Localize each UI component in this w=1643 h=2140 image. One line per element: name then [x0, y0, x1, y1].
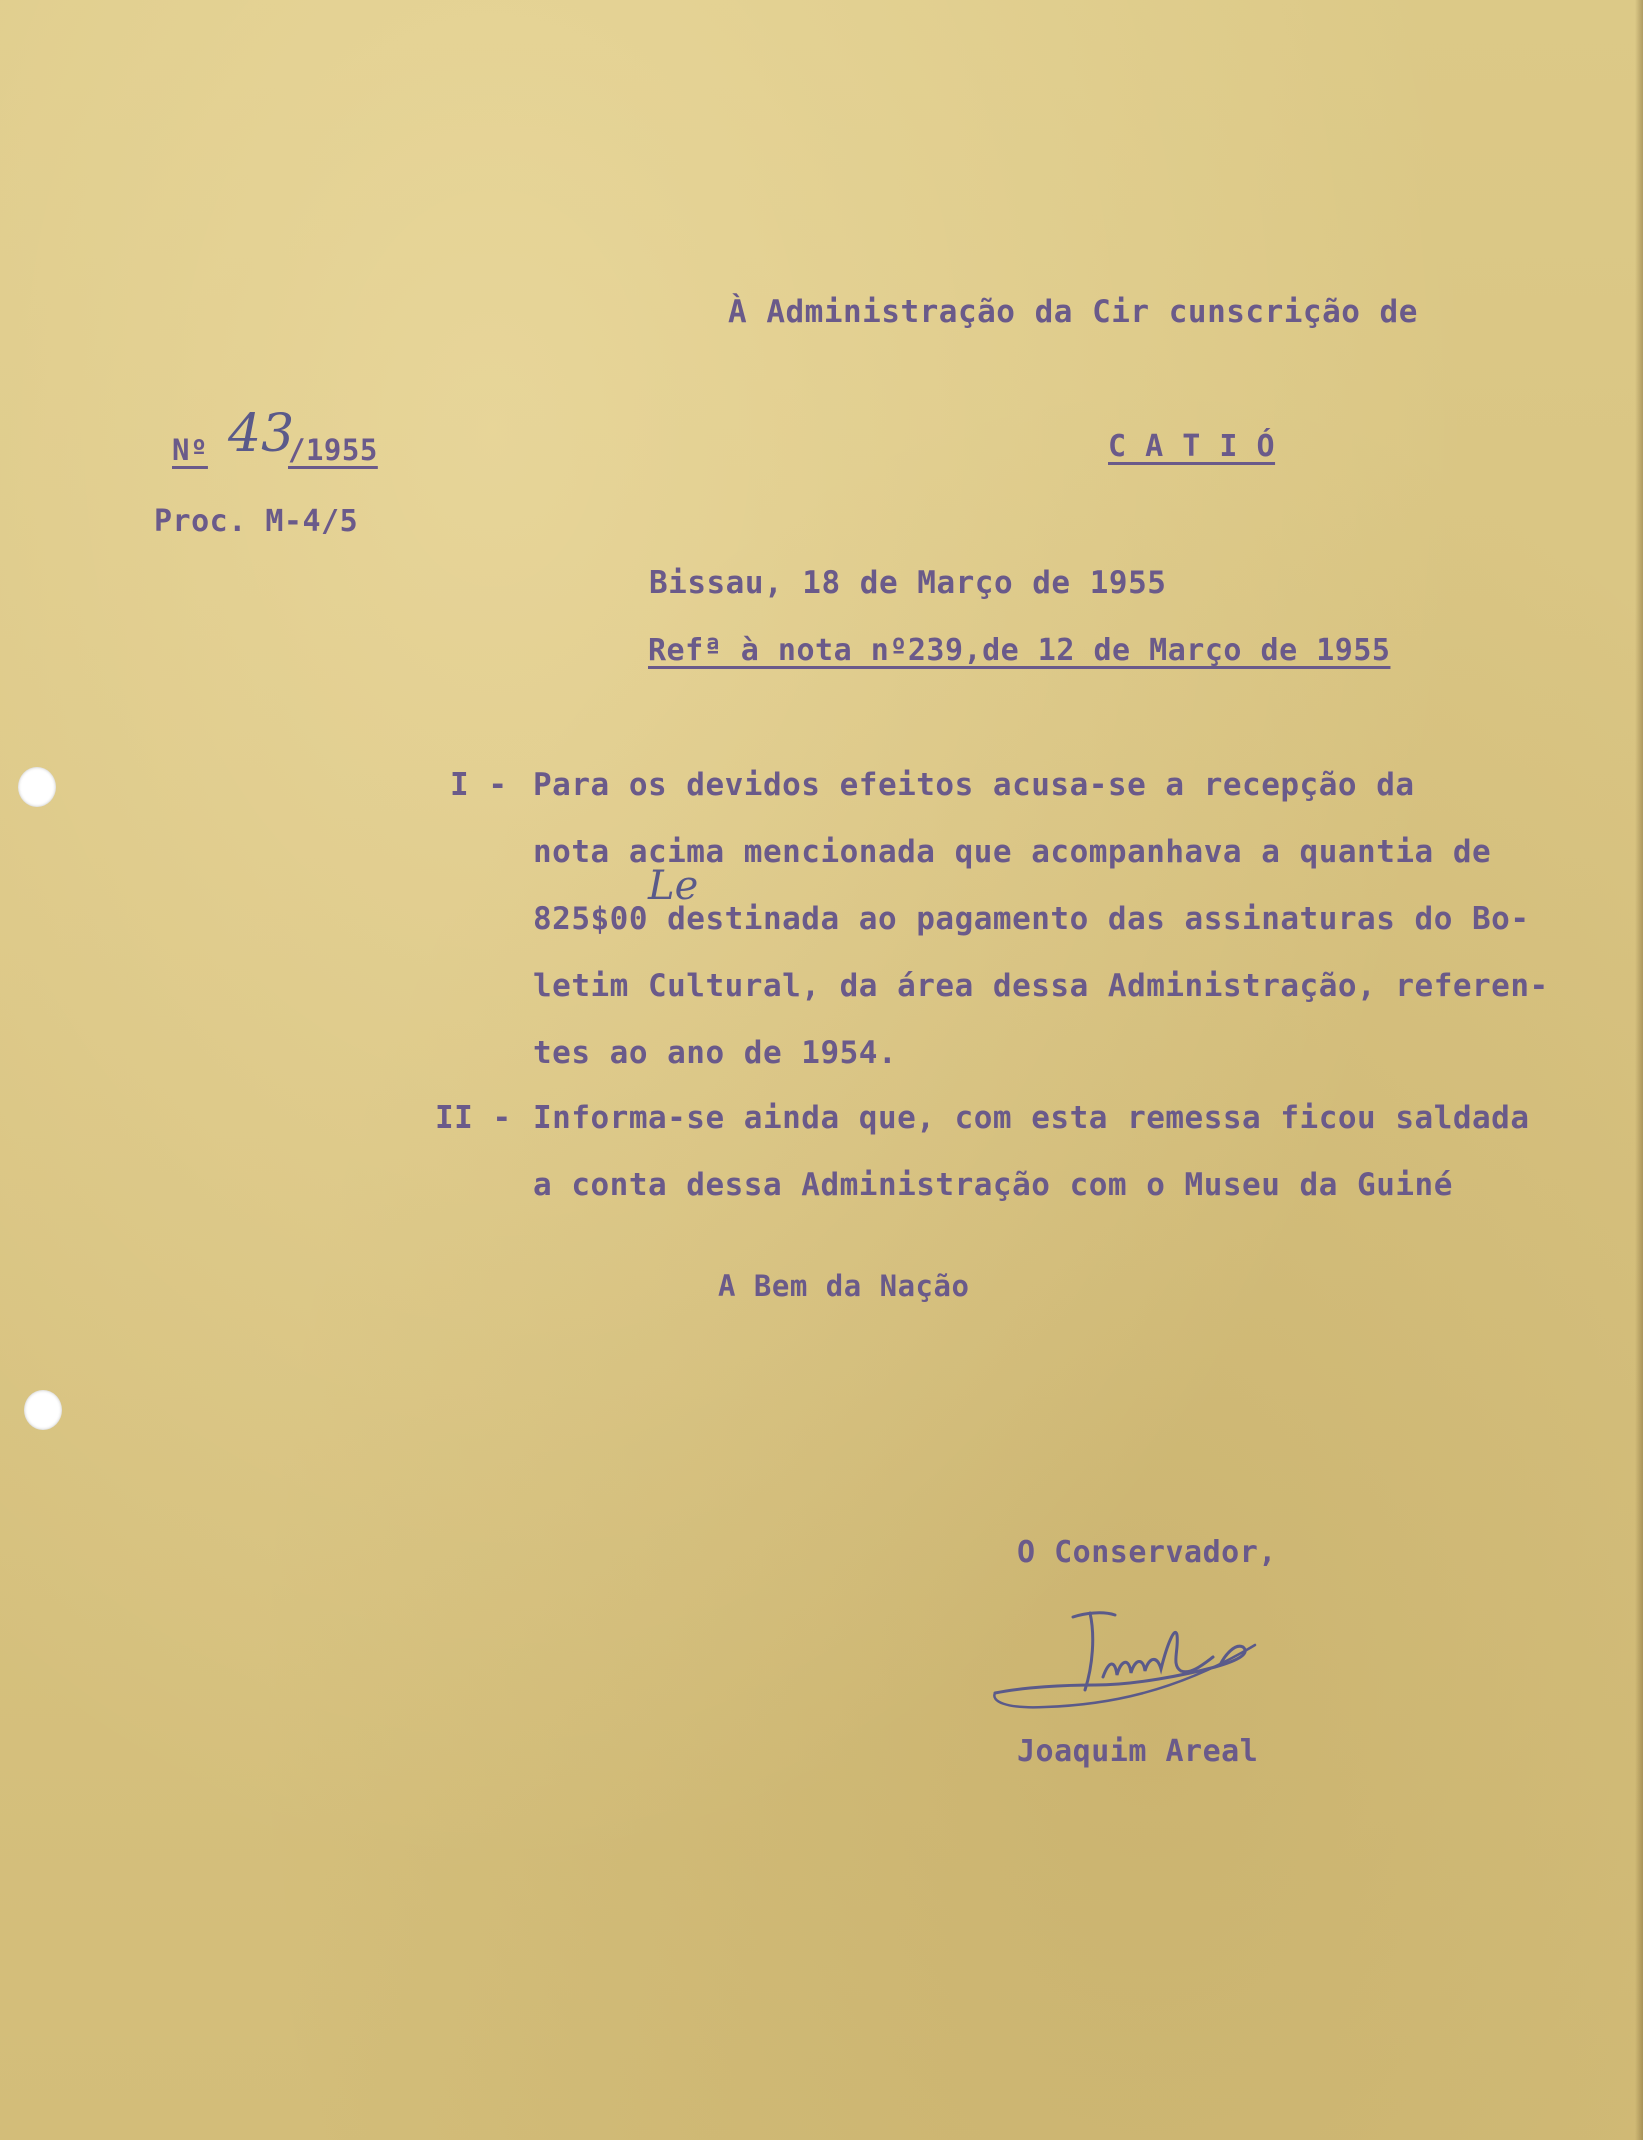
punch-hole-top: [18, 767, 56, 807]
process-number: Proc. M-4/5: [154, 504, 359, 539]
reference-number-handwritten: 43: [228, 404, 295, 464]
reference-number-year: /1955: [288, 433, 378, 467]
item-1-marker: I -: [450, 767, 508, 803]
reference-number: [170, 404, 392, 468]
closing-formula: A Bem da Nação: [718, 1269, 970, 1303]
item-1-line: tes ao ano de 1954.: [533, 1035, 898, 1071]
paper-edge-shadow: [1635, 0, 1643, 2140]
item-2-line: Informa-se ainda que, com esta remessa ficou saldada: [533, 1100, 1530, 1136]
item-2-marker: II -: [435, 1100, 512, 1136]
handwritten-signature: [985, 1605, 1285, 1735]
item-2-line: a conta dessa Administração com o Museu da Guiné: [533, 1167, 1453, 1203]
addressee-place: C A T I Ó: [1108, 429, 1276, 464]
addressee-line: À Administração da Cir cunscrição de: [728, 294, 1418, 330]
punch-hole-bottom: [24, 1390, 62, 1430]
reference-line: Refª à nota nº239,de 12 de Março de 1955: [648, 633, 1391, 668]
item-1-line: 825$00 destinada ao pagamento das assinaturas do Bo-: [533, 901, 1530, 937]
signatory-title: O Conservador,: [1017, 1535, 1277, 1570]
item-1-line: Para os devidos efeitos acusa-se a recepção da: [533, 767, 1415, 803]
date-line: Bissau, 18 de Março de 1955: [649, 565, 1167, 601]
handwritten-annotation: Le: [648, 863, 699, 909]
item-1-line: letim Cultural, da área dessa Administração, referen-: [533, 968, 1549, 1004]
reference-number-prefix: Nº: [172, 433, 208, 467]
item-1-line: nota acima mencionada que acompanhava a quantia de: [533, 834, 1492, 870]
signatory-name: Joaquim Areal: [1017, 1734, 1259, 1769]
